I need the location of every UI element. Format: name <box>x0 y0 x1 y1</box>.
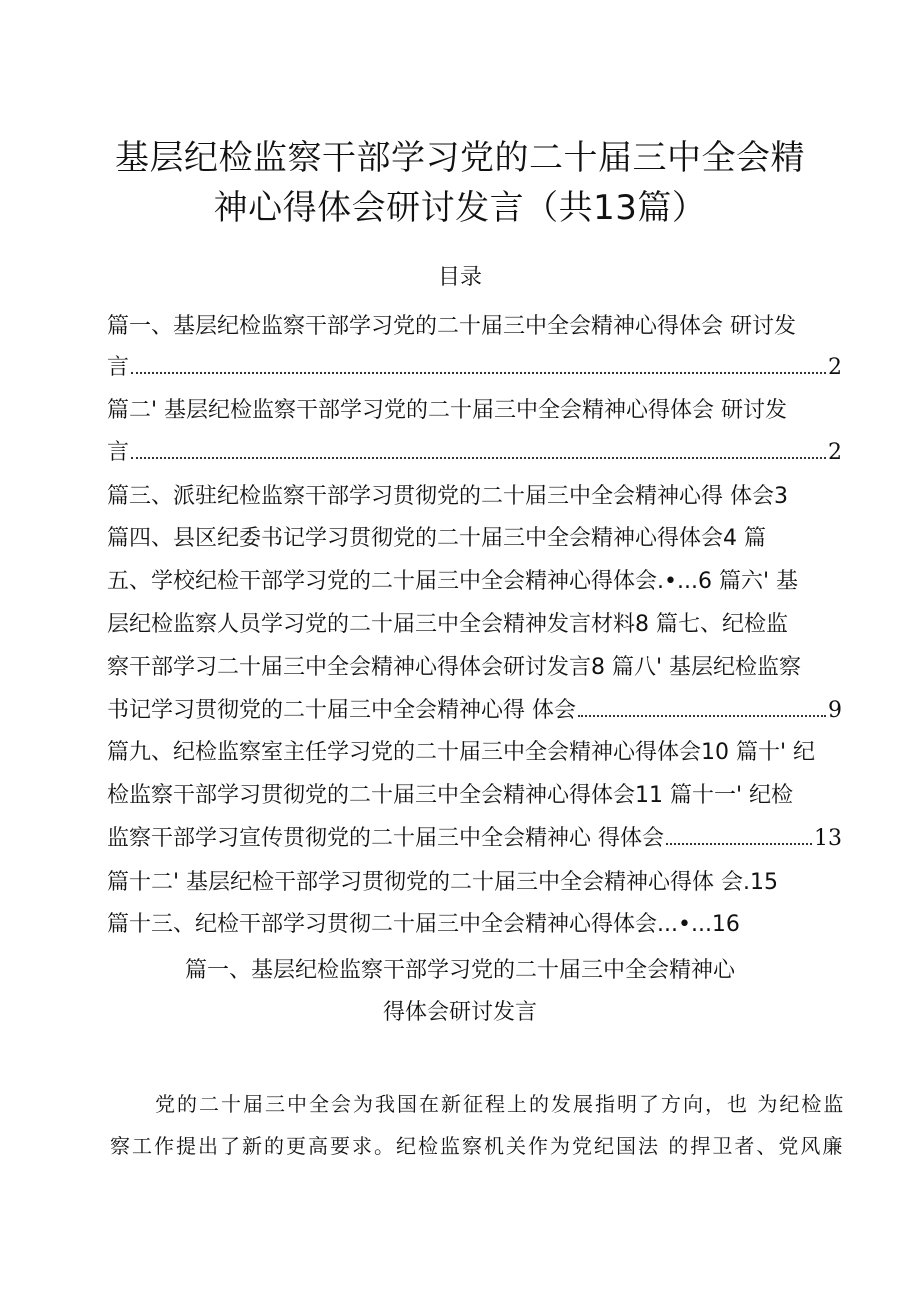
toc-line <box>107 437 842 469</box>
document-title-line-1: 基层纪检监察干部学习党的二十届三中全会精 <box>115 138 805 178</box>
toc-line <box>107 481 842 513</box>
toc-entry-text: 察干部学习二十届三中全会精神心得体会研讨发言8 篇八' 基层纪检监察 <box>107 655 802 680</box>
toc-line <box>107 823 842 855</box>
toc-line <box>107 652 842 684</box>
toc-page-number: 2 <box>828 355 842 380</box>
toc-line <box>107 311 842 343</box>
toc-line <box>107 867 842 899</box>
toc-entry-text: 五、学校纪检干部学习党的二十届三中全会精神心得体会.•...6 篇六' 基 <box>107 569 798 594</box>
toc-line <box>107 395 842 427</box>
toc-entry-text: 监察干部学习宣传贯彻党的二十届三中全会精神心 得体会 <box>107 826 664 851</box>
toc-entry-text: 层纪检监察人员学习党的二十届三中全会精神发言材料8 篇七、纪检监 <box>107 612 788 637</box>
toc-entry-text: 篇一、基层纪检监察干部学习党的二十届三中全会精神心得体会 研讨发 <box>107 314 796 339</box>
toc-entry-text: 篇十三、纪检干部学习贯彻二十届三中全会精神心得体会...•...16 <box>107 912 740 937</box>
section-title-line-2: 得体会研讨发言 <box>382 1000 537 1025</box>
dot-leader <box>666 843 812 845</box>
toc-line <box>107 780 842 812</box>
toc-entry-text: 篇二' 基层纪检监察干部学习党的二十届三中全会精神心得体会 研讨发 <box>107 398 788 423</box>
toc-entry-text: 篇四、县区纪委书记学习贯彻党的二十届三中全会精神心得体会4 篇 <box>107 526 766 551</box>
toc-line <box>107 523 842 555</box>
body-paragraph-line-2: 察工作提出了新的更高要求。纪检监察机关作为党纪国法 的捍卫者、党风廉 <box>110 1134 845 1158</box>
toc-line <box>107 695 842 727</box>
dot-leader <box>131 372 826 374</box>
toc-line <box>107 609 842 641</box>
toc-entry-text: 篇三、派驻纪检监察干部学习贯彻党的二十届三中全会精神心得 体会3 <box>107 484 788 509</box>
toc-entry-text: 检监察干部学习贯彻党的二十届三中全会精神心得体会11 篇十一' 纪检 <box>107 783 794 808</box>
toc-heading: 目录 <box>437 265 482 290</box>
toc-line <box>107 909 842 941</box>
toc-page-number: 9 <box>828 698 842 723</box>
document-title-line-2: 神心得体会研讨发言（共13篇） <box>213 188 707 228</box>
toc-entry-text: 篇十二' 基层纪检干部学习贯彻党的二十届三中全会精神心得体 会.15 <box>107 870 779 895</box>
section-title-line-1: 篇一、基层纪检监察干部学习党的二十届三中全会精神心 <box>184 958 735 983</box>
dot-leader <box>131 457 826 459</box>
toc-line <box>107 566 842 598</box>
toc-entry-text: 言 <box>107 440 130 465</box>
toc-page-number: 2 <box>828 440 842 465</box>
body-paragraph-line-1: 党的二十届三中全会为我国在新征程上的发展指明了方向，也 为纪检监 <box>155 1092 845 1116</box>
toc-entry-text: 篇九、纪检监察室主任学习党的二十届三中全会精神心得体会10 篇十' 纪 <box>107 740 816 765</box>
toc-entry-text: 书记学习贯彻党的二十届三中全会精神心得 体会 <box>107 698 576 723</box>
toc-page-number: 13 <box>814 826 842 851</box>
dot-leader <box>578 715 826 717</box>
toc-entry-text: 言 <box>107 355 130 380</box>
toc-line <box>107 352 842 384</box>
toc-line <box>107 737 842 769</box>
